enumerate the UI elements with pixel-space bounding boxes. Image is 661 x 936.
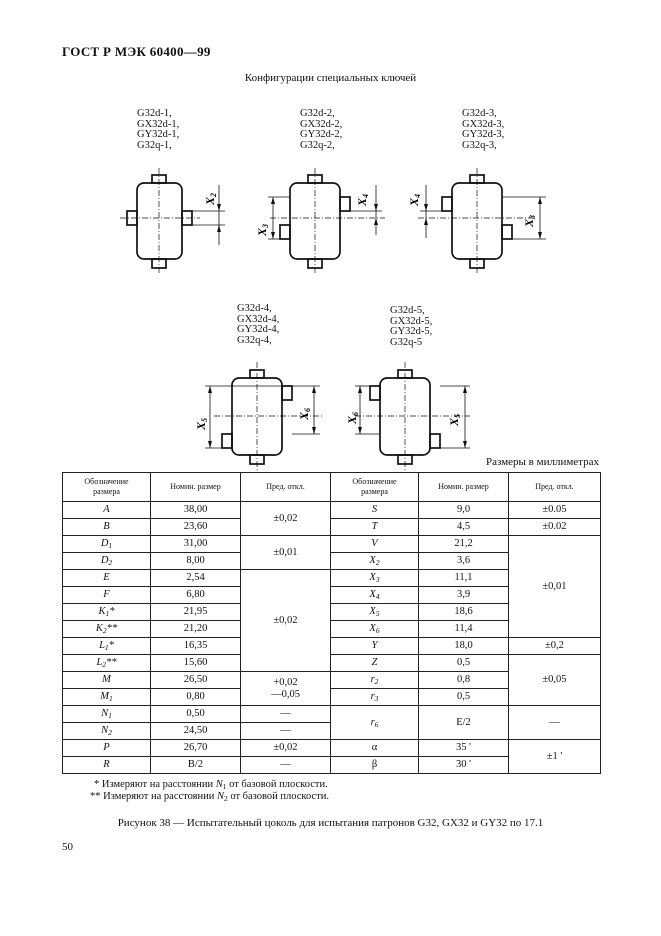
table-row: $K_1*$ 21,95 $X_5$ 18,6	[63, 604, 601, 621]
dim-x5-label-c4: X5	[194, 417, 209, 430]
table-row: $D_2$ 8,00 $X_2$ 3,6	[63, 553, 601, 570]
table-row: F 6,80 $X_4$ 3,9	[63, 587, 601, 604]
col-header-nominal: Номин. размер	[151, 473, 241, 502]
key-config-4-drawing	[194, 362, 322, 470]
page-number: 50	[62, 841, 73, 853]
table-row: $L_2**$ 15,60 Z 0,5 ±0,05	[63, 655, 601, 672]
dim-x3-label-c3: X3	[522, 214, 537, 227]
footnote-divider	[62, 773, 152, 774]
table-row: $L_1*$ 16,35 Y 18,0 ±0,2	[63, 638, 601, 655]
config-label-4: G32d-4, GX32d-4, GY32d-4, G32q-4,	[237, 303, 280, 346]
config-label-5: G32d-5, GX32d-5, GY32d-5, G32q-5	[390, 305, 433, 348]
dim-x3-label-c2: X3	[255, 223, 270, 236]
dim-x4-label-c3: X4	[407, 193, 422, 206]
config-label-2: G32d-2, GX32d-2, GY32d-2, G32q-2,	[300, 108, 343, 151]
dimensions-table	[62, 472, 601, 774]
dim-x4-label-c2: X4	[355, 193, 370, 206]
units-note: Размеры в миллиметрах	[486, 456, 599, 468]
table-row: R B/2 — β 30 '	[63, 757, 601, 774]
col-header-designation: Обозначение размера	[63, 473, 151, 502]
col-header-tolerance: Пред. откл.	[241, 473, 331, 502]
figure-caption: Рисунок 38 — Испытательный цоколь для испытания патронов G32, GX32 и GY32 по 17.1	[117, 817, 544, 829]
col-header-nominal-2: Номин. размер	[419, 473, 509, 502]
table-row: B 23,60 T 4,5 ±0.02	[63, 519, 601, 536]
table-row: P 26,70 ±0,02 α 35 ' ±1 '	[63, 740, 601, 757]
table-header-row	[63, 473, 601, 502]
table-row: $M_1$ 0,80 $r_3$ 0,5	[63, 689, 601, 706]
dim-x2-label-c1: X2	[203, 192, 218, 205]
table-row: $N_2$ 24,50 —	[63, 723, 601, 740]
key-config-1-drawing	[120, 168, 225, 275]
dim-x6-label-c5: X6	[345, 411, 360, 424]
table-row: $N_1$ 0,50 — $r_6$ E/2 —	[63, 706, 601, 723]
key-config-3-drawing	[407, 168, 546, 275]
table-row: E 2,54 ±0,02 $X_3$ 11,1	[63, 570, 601, 587]
table-row: $K_2**$ 21,20 $X_6$ 11,4	[63, 621, 601, 638]
dim-x6-label-c4: X6	[297, 407, 312, 420]
config-label-1: G32d-1, GX32d-1, GY32d-1, G32q-1,	[137, 108, 180, 151]
footnote-1: * Измеряют на расстоянии $N_1$ от базовой плоскости.	[94, 779, 328, 791]
page-header: ГОСТ Р МЭК 60400—99	[62, 44, 211, 59]
table-row: M 26,50 +0,02 —0,05 $r_2$ 0,8	[63, 672, 601, 689]
config-label-3: G32d-3, GX32d-3, GY32d-3, G32q-3,	[462, 108, 505, 151]
table-row: $D_1$ 31,00 ±0,01 V 21,2 ±0,01	[63, 536, 601, 553]
figure-subtitle: Конфигурации специальных ключей	[244, 72, 417, 84]
col-header-designation-2: Обозначение размера	[331, 473, 419, 502]
footnote-2: ** Измеряют на расстоянии $N_2$ от базовой плоскости.	[90, 791, 330, 803]
key-config-2-drawing	[255, 168, 385, 275]
table-row: A 38,00 ±0,02 S 9,0 ±0.05	[63, 502, 601, 519]
key-config-5-drawing	[345, 362, 470, 470]
dim-x5-label-c5: X5	[447, 413, 462, 426]
col-header-tolerance-2: Пред. откл.	[509, 473, 601, 502]
